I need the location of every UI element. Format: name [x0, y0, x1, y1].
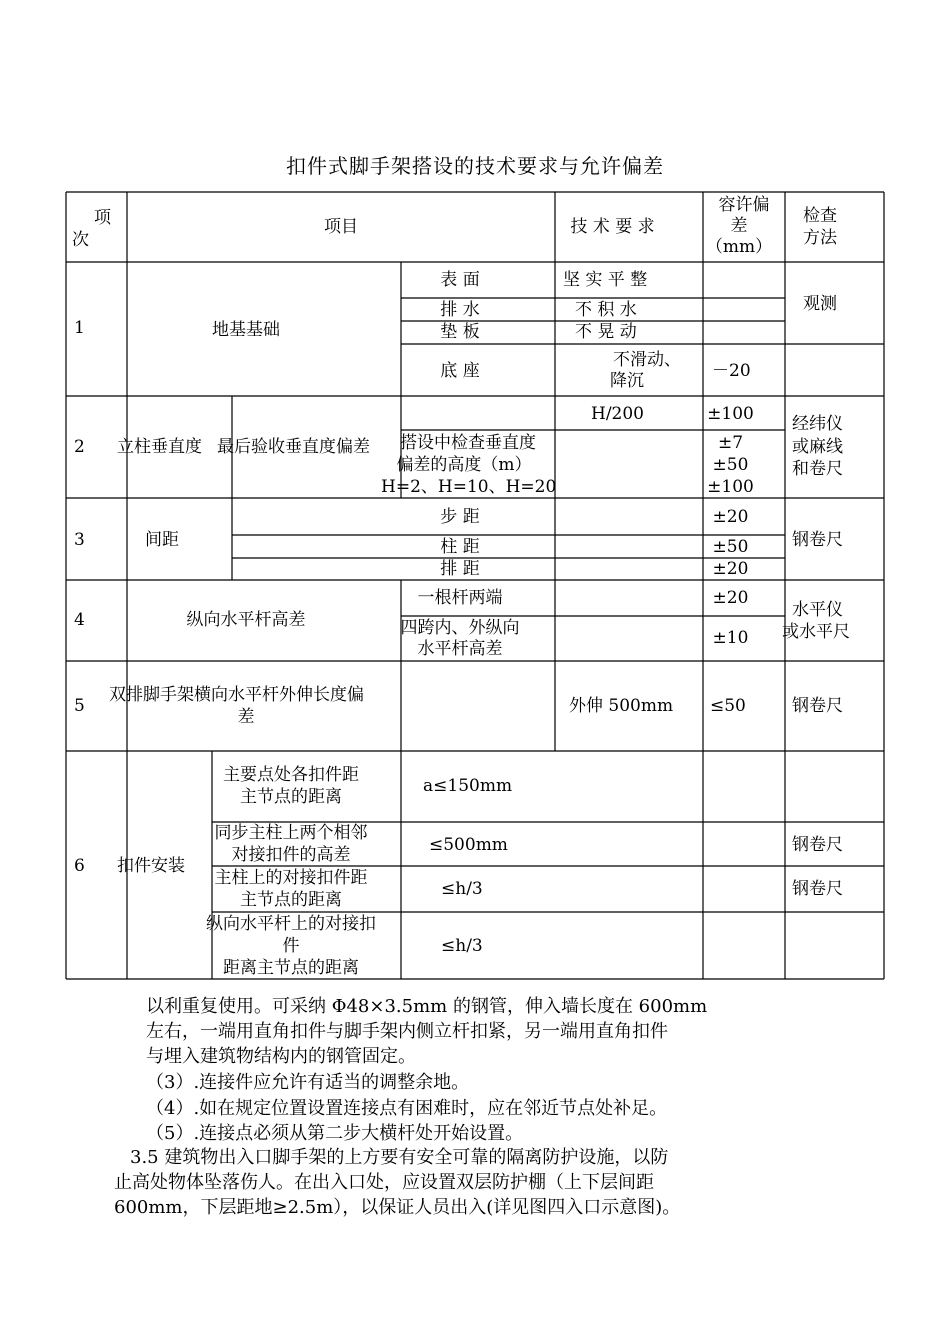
r5-item-a: 双排脚手架横向水平杆外伸长度偏	[109, 685, 364, 705]
r2-no: 2	[74, 437, 85, 457]
r6-val-1: a≤150mm	[423, 776, 513, 796]
header-requirement: 技 术 要 求	[570, 217, 655, 237]
r6-method-2: 钢卷尺	[792, 835, 843, 855]
r6-sub-3a: 主柱上的对接扣件距	[214, 868, 368, 888]
header-tolerance-3: （mm）	[705, 237, 773, 257]
r6-sub-2a: 同步主柱上两个相邻	[214, 823, 368, 843]
r1-no: 1	[74, 318, 85, 338]
header-item: 项目	[324, 217, 358, 237]
header-method-1: 检查	[803, 206, 837, 226]
r6-sub-4c: 距离主节点的距离	[223, 958, 359, 978]
r1-item: 地基基础	[212, 320, 280, 340]
header-tolerance-2: 差	[730, 216, 748, 236]
r6-sub-1a: 主要点处各扣件距	[223, 765, 359, 785]
r6-val-3: ≤h/3	[441, 879, 483, 899]
r4-method-a: 水平仪	[792, 600, 843, 620]
r4-sub-2b: 水平杆高差	[417, 639, 503, 659]
r6-sub-2b: 对接扣件的高差	[231, 845, 351, 865]
body-line-8: 止高处物体坠落伤人。在出入口处，应设置双层防护棚（上下层间距	[114, 1172, 654, 1193]
r1-req-4b: 降沉	[610, 371, 644, 391]
page-title: 扣件式脚手架搭设的技术要求与允许偏差	[286, 154, 664, 178]
r3-method: 钢卷尺	[792, 530, 843, 550]
r5-method: 钢卷尺	[792, 696, 843, 716]
r5-req: 外伸 500mm	[569, 696, 674, 716]
r1-tol-4: －20	[712, 361, 751, 381]
body-line-5: （4）.如在规定位置设置连接点有困难时，应在邻近节点处补足。	[146, 1098, 668, 1119]
r1-req-4a: 不滑动、	[613, 350, 681, 370]
r6-sub-4b: 件	[282, 936, 300, 956]
r3-tol-3: ±20	[712, 559, 749, 579]
body-line-7: 3.5 建筑物出入口脚手架的上方要有安全可靠的隔离防护设施，以防	[130, 1147, 669, 1168]
header-seq-b: 次	[72, 230, 89, 250]
r1-sub-1: 表 面	[440, 270, 480, 290]
header-seq-a: 项	[94, 208, 111, 228]
r4-no: 4	[74, 610, 85, 630]
r4-sub-1: 一根杆两端	[417, 588, 503, 608]
r6-val-4: ≤h/3	[441, 936, 483, 956]
r1-sub-2: 排 水	[440, 300, 480, 320]
body-line-3: 与埋入建筑物结构内的钢管固定。	[146, 1046, 416, 1067]
r3-tol-2: ±50	[712, 537, 749, 557]
r1-req-2: 不 积 水	[575, 300, 637, 320]
r6-method-3: 钢卷尺	[792, 879, 843, 899]
body-line-2: 左右，一端用直角扣件与脚手架内侧立杆扣紧，另一端用直角扣件	[146, 1021, 668, 1042]
r2-sub: 最后验收垂直度偏差	[217, 437, 370, 457]
r6-sub-1b: 主节点的距离	[240, 787, 342, 807]
r5-tol: ≤50	[710, 696, 746, 716]
r2-tol-1: ±100	[707, 404, 754, 424]
r2-method-c: 和卷尺	[792, 459, 843, 479]
body-line-1: 以利重复使用。可采纳 Φ48×3.5mm 的钢管，伸入墙长度在 600mm	[146, 996, 708, 1017]
r1-sub-4: 底 座	[440, 361, 480, 381]
body-line-9: 600mm，下层距地≥2.5m），以保证人员出入(详见图四入口示意图)。	[114, 1197, 681, 1218]
r1-req-1: 坚 实 平 整	[563, 270, 648, 290]
r3-tol-1: ±20	[712, 507, 749, 527]
r6-no: 6	[74, 856, 85, 876]
header-tolerance-1: 容许偏	[718, 195, 770, 215]
r3-sub-3: 排 距	[440, 559, 480, 579]
r5-no: 5	[74, 696, 85, 716]
r1-method: 观测	[803, 294, 837, 314]
r2-method-a: 经纬仪	[792, 414, 843, 434]
r1-sub-3: 垫 板	[440, 322, 480, 342]
r6-sub-3b: 主节点的距离	[240, 890, 342, 910]
r2-sub2-c: H=2、H=10、H=20	[381, 477, 557, 497]
body-line-6: （5）.连接点必须从第二步大横杆处开始设置。	[146, 1123, 524, 1144]
r3-item: 间距	[145, 530, 179, 550]
r4-tol-2: ±10	[712, 628, 749, 648]
r6-item: 扣件安装	[117, 856, 185, 876]
r2-tol-2a: ±7	[717, 433, 744, 453]
r1-req-3: 不 晃 动	[575, 322, 637, 342]
r4-method-b: 或水平尺	[782, 622, 850, 642]
r2-tol-2b: ±50	[712, 455, 749, 475]
r2-sub2-b: 偏差的高度（m）	[396, 455, 532, 475]
r2-h200: H/200	[591, 404, 645, 424]
r6-sub-4a: 纵向水平杆上的对接扣	[206, 914, 376, 934]
r2-tol-2c: ±100	[707, 477, 754, 497]
r2-method-b: 或麻线	[792, 437, 843, 457]
r5-item-b: 差	[237, 707, 255, 727]
body-line-4: （3）.连接件应允许有适当的调整余地。	[146, 1072, 470, 1093]
r3-no: 3	[74, 530, 85, 550]
r3-sub-1: 步 距	[440, 507, 480, 527]
r4-sub-2a: 四跨内、外纵向	[400, 618, 520, 638]
r6-val-2: ≤500mm	[429, 835, 508, 855]
header-method-2: 方法	[803, 228, 837, 248]
r3-sub-2: 柱 距	[440, 537, 480, 557]
r2-sub2-a: 搭设中检查垂直度	[400, 433, 536, 453]
r2-item: 立柱垂直度	[117, 437, 202, 457]
r4-tol-1: ±20	[712, 588, 749, 608]
r4-item: 纵向水平杆高差	[186, 610, 306, 630]
